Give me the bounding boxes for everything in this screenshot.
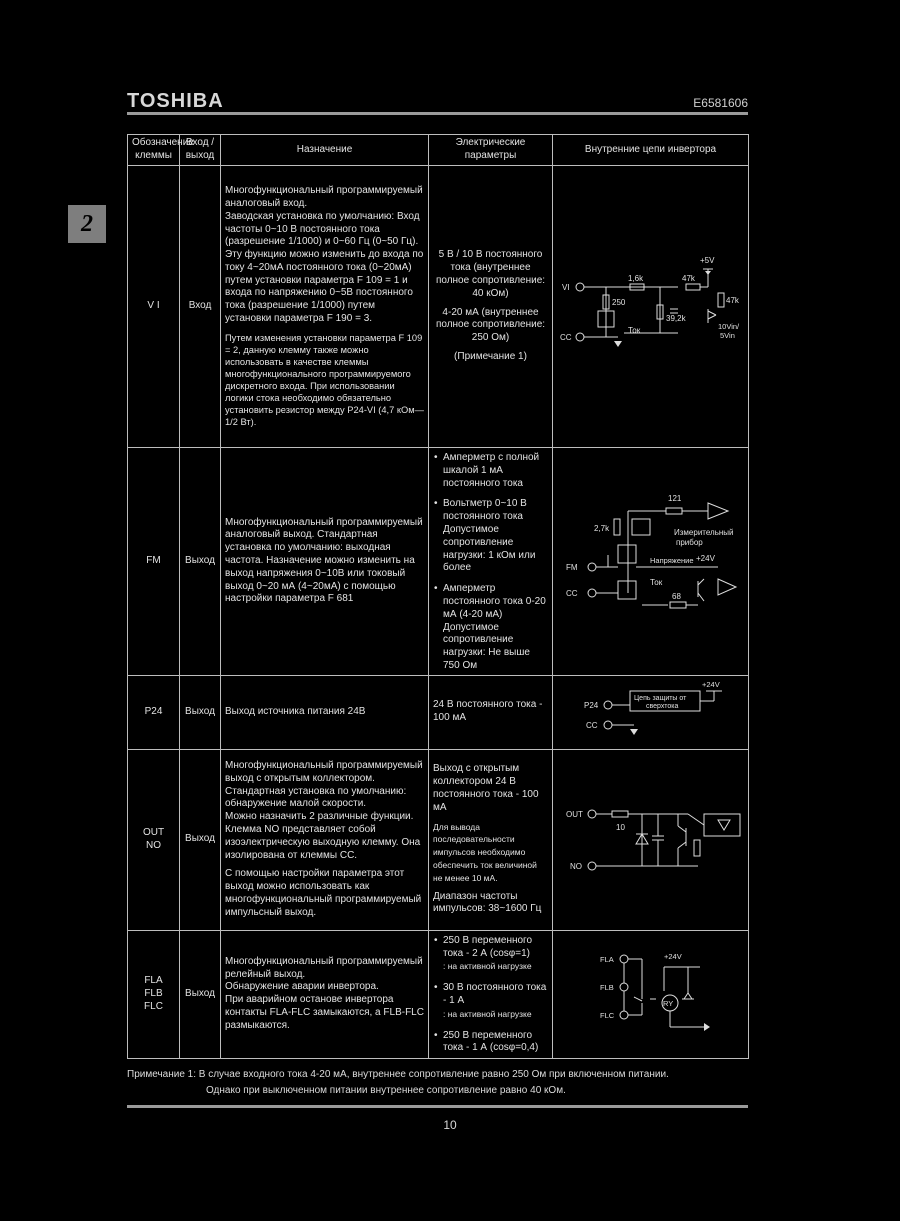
circuit-cell	[553, 749, 749, 930]
fm-circuit-diagram	[558, 489, 744, 629]
circuit-label: +24V	[695, 553, 715, 563]
purpose-cell	[221, 166, 429, 448]
terminal-cell	[128, 930, 180, 1058]
purpose-cell	[221, 749, 429, 930]
terminal-label: FLC	[144, 1000, 163, 1012]
terminal-cell: P24	[128, 675, 180, 749]
electrical-cell	[429, 930, 553, 1058]
circuit-label: +24V	[701, 679, 720, 689]
header-purpose: Назначение	[221, 135, 429, 166]
terminal-cell	[128, 749, 180, 930]
circuit-label: CC	[565, 588, 578, 598]
circuit-label: прибор	[675, 537, 703, 547]
purpose-cell	[221, 675, 429, 749]
electrical-item: • Вольтметр 0~10 В постоянного тока Допустимое сопротивление нагрузки: 1 кОм или более	[443, 498, 548, 575]
terminal-label: NO	[146, 839, 161, 851]
footnote-line-2: Однако при выключенном питании внутреннее сопротивление равно 40 кОм.	[206, 1085, 566, 1096]
circuit-label: 47k	[725, 296, 739, 306]
p24-circuit-diagram	[558, 679, 744, 741]
purpose-text: Эту функцию можно изменить до входа по току 4~20мА постоянного тока (0~20мА) путем установки параметра F 109 = 1 и входа по напряжению 0~5В постоянного тока (разрешение 1/1000) путем установки параметра F 190 = 3.	[225, 249, 424, 325]
circuit-label: Измерительный	[673, 527, 734, 537]
circuit-label: Напряжение	[649, 555, 693, 565]
purpose-text: Заводская установка по умолчанию: Вход частоты 0~10 В постоянного тока (разрешение 1/1000) и 0~60 Гц (0~50 Гц).	[225, 210, 420, 248]
electrical-cell	[429, 749, 553, 930]
table-row	[128, 448, 749, 676]
purpose-text: Многофункциональный программируемый выход с открытым коллектором.	[225, 759, 423, 784]
purpose-note: Путем изменения установки параметра F 109 = 2, данную клемму также можно использовать в качестве клеммы многофункционального программируемого дискретного входа. При использовании логики стока необходимо обязательно установить резистор между P24-VI (4,7 кОм—1/2 Вт).	[225, 332, 424, 427]
circuit-label: CC	[559, 333, 572, 343]
electrical-text: 24 В постоянного тока - 100 мА	[433, 699, 543, 724]
header-io: Вход / выход	[180, 135, 221, 166]
circuit-label: NO	[569, 862, 582, 872]
purpose-text: Обнаружение аварии инвертора.	[225, 981, 379, 993]
electrical-item: • Амперметр постоянного тока 0-20 мА (4-20 мА) Допустимое сопротивление нагрузки: Не выше 750 Ом	[443, 583, 548, 673]
electrical-item: • 30 В постоянного тока - 1 А : на активной нагрузке	[443, 982, 548, 1021]
circuit-label: FLB	[599, 982, 614, 992]
electrical-text: (Примечание 1)	[454, 350, 527, 362]
circuit-label: 121	[667, 493, 681, 503]
header-rule	[127, 112, 748, 115]
chapter-tab: 2	[68, 205, 106, 243]
electrical-text: Для вывода последовательности импульсов необходимо обеспечить ток величиной не менее 10 мА.	[433, 821, 537, 883]
circuit-label: 250	[611, 298, 625, 308]
footer-rule	[127, 1105, 748, 1108]
vi-circuit-diagram	[558, 249, 744, 359]
purpose-text: Стандартная установка по умолчанию: обнаружение малой скорости.	[225, 785, 407, 810]
circuit-label: +5V	[699, 256, 714, 266]
footnote-line-1: Примечание 1: В случае входного тока 4-20 мА, внутреннее сопротивление равно 250 Ом при включенном питании.	[127, 1069, 669, 1080]
circuit-label: Ток	[627, 326, 640, 336]
table-row	[128, 675, 749, 749]
terminal-label: FLB	[144, 987, 163, 999]
purpose-text: Можно назначить 2 различные функции.	[225, 811, 414, 823]
circuit-label: CC	[585, 720, 598, 730]
electrical-text: Выход с открытым коллектором 24 В постоянного тока - 100 мА	[433, 763, 539, 813]
purpose-text: Выход источника питания 24В	[225, 705, 366, 717]
terminal-label: OUT	[142, 826, 165, 838]
circuit-cell	[553, 166, 749, 448]
purpose-cell	[221, 930, 429, 1058]
circuit-label: 47k	[681, 274, 695, 284]
header-terminal: Обозначение клеммы	[128, 135, 180, 166]
circuit-label: сверхтока	[645, 702, 678, 710]
circuit-cell	[553, 448, 749, 676]
circuit-label: 5Vin	[719, 331, 735, 341]
circuit-label: 2,7k	[593, 523, 609, 533]
circuit-label: OUT	[565, 810, 583, 820]
document-code: E6581606	[693, 96, 748, 110]
electrical-item: • 250 В переменного тока - 2 А (cosφ=1) : на активной нагрузке	[443, 935, 548, 974]
out-no-circuit-diagram	[558, 792, 744, 882]
purpose-text: Многофункциональный программируемый аналоговый вход.	[225, 185, 423, 209]
circuit-label: 68	[671, 591, 681, 601]
table-header-row	[128, 135, 749, 166]
circuit-label: P24	[583, 700, 598, 710]
circuit-label: RY	[662, 998, 673, 1008]
electrical-item: • 250 В переменного тока - 1 А (cosφ=0,4)	[443, 1030, 548, 1056]
terminal-table	[127, 134, 749, 1059]
brand-logo: TOSHIBA	[127, 90, 224, 112]
circuit-label: FM	[565, 562, 578, 572]
electrical-text: 5 В / 10 В постоянного тока (внутреннее полное сопротивление: 40 кОм)	[435, 249, 546, 299]
circuit-label: 10Vin/	[717, 322, 739, 332]
electrical-cell	[429, 675, 553, 749]
electrical-cell	[429, 166, 553, 448]
terminal-label: FLA	[144, 975, 163, 987]
electrical-text: Диапазон частоты импульсов: 38~1600 Гц	[433, 890, 542, 915]
table-row	[128, 749, 749, 930]
terminal-cell: V I	[128, 166, 180, 448]
io-cell: Выход	[180, 448, 221, 676]
purpose-cell	[221, 448, 429, 676]
circuit-label: 1,6k	[627, 274, 643, 284]
circuit-label: Цепь защиты от	[633, 694, 686, 702]
terminal-cell: FM	[128, 448, 180, 676]
electrical-item: • Амперметр с полной шкалой 1 мА постоянного тока	[443, 452, 548, 490]
circuit-cell	[553, 675, 749, 749]
header-electrical: Электрические параметры	[429, 135, 553, 166]
header-circuit: Внутренние цепи инвертора	[553, 135, 749, 166]
circuit-label: Ток	[649, 577, 662, 587]
purpose-text: Многофункциональный программируемый аналоговый выход. Стандартная установка по умолчанию: выходная частота. Назначение можно изменить на выход напряжения 0~10В или токовый выход 0~20 мА (4~20мА) с помощью настройки параметра F 681	[225, 516, 423, 605]
electrical-text: 4-20 мА (внутреннее полное сопротивление: 250 Ом)	[435, 306, 546, 344]
circuit-label: FLA	[599, 954, 614, 964]
electrical-cell	[429, 448, 553, 676]
io-cell: Вход	[180, 166, 221, 448]
circuit-label: 10	[615, 823, 625, 833]
fl-relay-circuit-diagram	[558, 937, 744, 1047]
circuit-label: 39,2k	[665, 314, 686, 324]
circuit-label: FLC	[599, 1010, 614, 1020]
purpose-note: С помощью настройки параметра этот выход можно использовать как многофункциональный программируемый импульсный выход.	[225, 868, 422, 918]
purpose-text: При аварийном останове инвертора контакты FLA-FLC замыкаются, а FLB-FLC размыкаются.	[225, 994, 424, 1031]
circuit-cell	[553, 930, 749, 1058]
purpose-text: Многофункциональный программируемый релейный выход.	[225, 955, 423, 980]
circuit-label: VI	[561, 283, 570, 293]
circuit-label: +24V	[663, 951, 682, 961]
io-cell: Выход	[180, 930, 221, 1058]
io-cell: Выход	[180, 675, 221, 749]
table-row	[128, 166, 749, 448]
table-row	[128, 930, 749, 1058]
purpose-text: Клемма NO представляет собой изоэлектрическую выходную клемму. Она изолирована от клеммы CC.	[225, 823, 421, 861]
io-cell: Выход	[180, 749, 221, 930]
page-number: 10	[443, 1118, 457, 1132]
